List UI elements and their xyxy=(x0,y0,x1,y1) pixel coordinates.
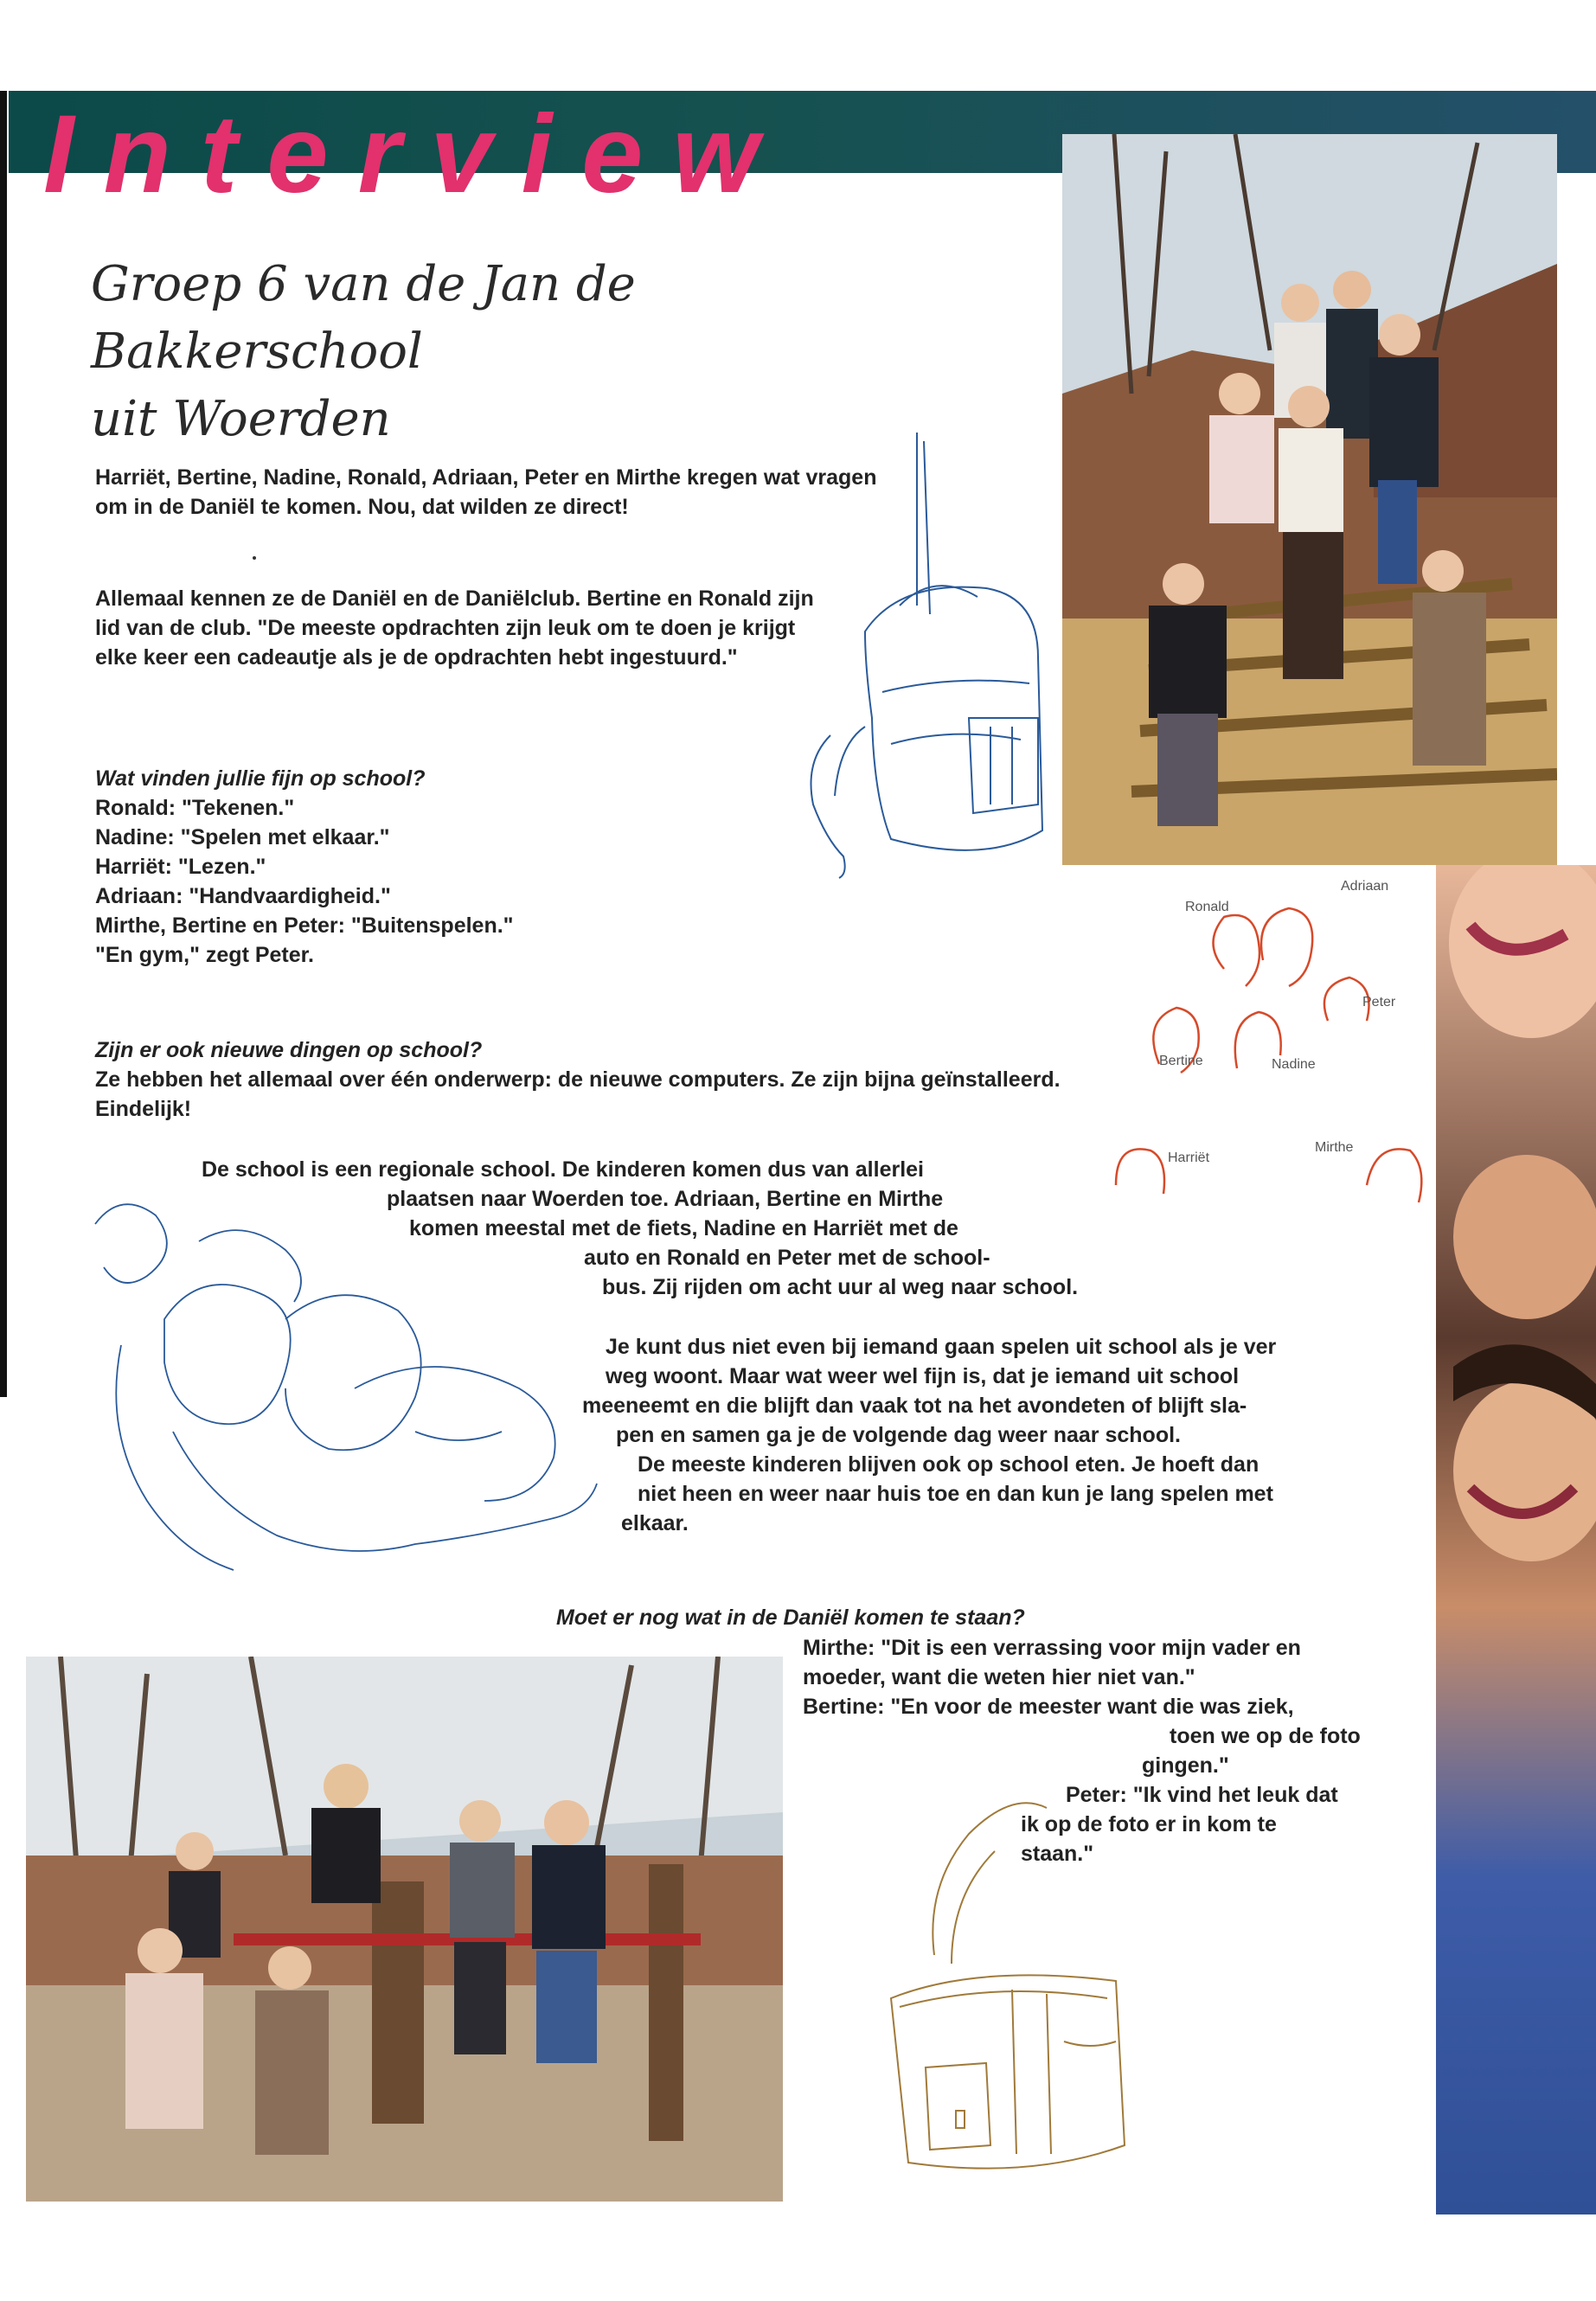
name-label-nadine: Nadine xyxy=(1272,1057,1316,1072)
qa1-question: Wat vinden jullie fijn op school? xyxy=(95,766,426,791)
name-label-bertine: Bertine xyxy=(1159,1054,1203,1068)
school-paragraph xyxy=(0,1155,1211,1311)
qa1-answer: Ronald: "Tekenen." xyxy=(95,796,295,820)
qa1-block xyxy=(95,764,874,970)
group-photo-stairs xyxy=(1062,134,1557,865)
subtitle-line-1: Groep 6 van de Jan de Bakkerschool xyxy=(91,256,636,380)
qa1-answer: Nadine: "Spelen met elkaar." xyxy=(95,825,390,849)
qa3-line: gingen." xyxy=(1142,1753,1229,1778)
page-subtitle xyxy=(91,251,956,453)
intro-paragraph-2: Allemaal kennen ze de Daniël en de Daniëlclub. Bertine en Ronald zijn lid van de club. "De meeste opdrachten zijn leuk om te doen je krijgt elke keer een cadeautje als je de opdrachten hebt ingestuurd." xyxy=(95,586,814,670)
bullet-dot xyxy=(253,556,256,560)
intro-paragraph-1: Harriët, Bertine, Nadine, Ronald, Adriaan, Peter en Mirthe kregen wat vragen om in de Daniël te komen. Nou, dat wilden ze direct! xyxy=(95,465,877,519)
qa1-answer: Adriaan: "Handvaardigheid." xyxy=(95,884,391,908)
play-line: De meeste kinderen blijven ook op school eten. Je hoeft dan xyxy=(638,1452,1259,1477)
name-label-peter: Peter xyxy=(1362,995,1396,1009)
qa1-answer: Mirthe, Bertine en Peter: "Buitenspelen." xyxy=(95,913,514,938)
qa3-line: ik op de foto er in kom te xyxy=(1021,1812,1277,1836)
qa2-answer: Ze hebben het allemaal over één onderwerp: de nieuwe computers. Ze zijn bijna geïnstalleerd. Eindelijk! xyxy=(95,1067,1061,1121)
play-line: Je kunt dus niet even bij iemand gaan spelen uit school als je ver xyxy=(606,1335,1277,1359)
qa3-line: Mirthe: "Dit is een verrassing voor mijn vader en xyxy=(803,1636,1301,1660)
school-line: bus. Zij rijden om acht uur al weg naar school. xyxy=(602,1275,1079,1299)
qa3-line: Peter: "Ik vind het leuk dat xyxy=(1066,1783,1338,1807)
play-line: elkaar. xyxy=(621,1511,689,1535)
name-label-mirthe: Mirthe xyxy=(1315,1140,1354,1155)
qa3-answers xyxy=(0,1633,1427,1884)
name-label-harriet: Harriët xyxy=(1168,1150,1210,1165)
side-photo-strip xyxy=(1436,865,1596,2214)
subtitle-line-2: uit Woerden xyxy=(91,391,391,447)
qa2-question: Zijn er ook nieuwe dingen op school? xyxy=(95,1038,483,1062)
qa3-line: Bertine: "En voor de meester want die was ziek, xyxy=(803,1695,1294,1719)
name-label-adriaan: Adriaan xyxy=(1341,879,1389,894)
page-title: Interview xyxy=(43,93,788,216)
school-line: komen meestal met de fiets, Nadine en Harriët met de xyxy=(409,1216,958,1240)
school-line: De school is een regionale school. De kinderen komen dus van allerlei xyxy=(202,1157,924,1182)
school-line: plaatsen naar Woerden toe. Adriaan, Bertine en Mirthe xyxy=(387,1187,944,1211)
qa3-line: moeder, want die weten hier niet van." xyxy=(803,1665,1195,1689)
qa3-question: Moet er nog wat in de Daniël komen te staan? xyxy=(556,1606,1025,1630)
qa1-answer: "En gym," zegt Peter. xyxy=(95,943,314,967)
name-label-ronald: Ronald xyxy=(1185,900,1229,914)
qa3-line: toen we op de foto xyxy=(1170,1724,1361,1748)
play-line: meeneemt en die blijft dan vaak tot na het avondeten of blijft sla- xyxy=(582,1394,1247,1418)
play-line: niet heen en weer naar huis toe en dan kun je lang spelen met xyxy=(638,1482,1273,1506)
play-line: pen en samen ga je de volgende dag weer naar school. xyxy=(616,1423,1181,1447)
qa1-answer: Harriët: "Lezen." xyxy=(95,855,266,879)
play-line: weg woont. Maar wat weer wel fijn is, dat je iemand uit school xyxy=(606,1364,1240,1388)
school-line: auto en Ronald en Peter met de school- xyxy=(584,1246,990,1270)
qa2-block xyxy=(95,1035,1081,1124)
schoolbag-sketch-icon xyxy=(874,1782,1133,2197)
qa3-line: staan." xyxy=(1021,1842,1094,1866)
play-paragraph xyxy=(0,1332,1427,1548)
head-outline-icon xyxy=(1214,915,1260,986)
